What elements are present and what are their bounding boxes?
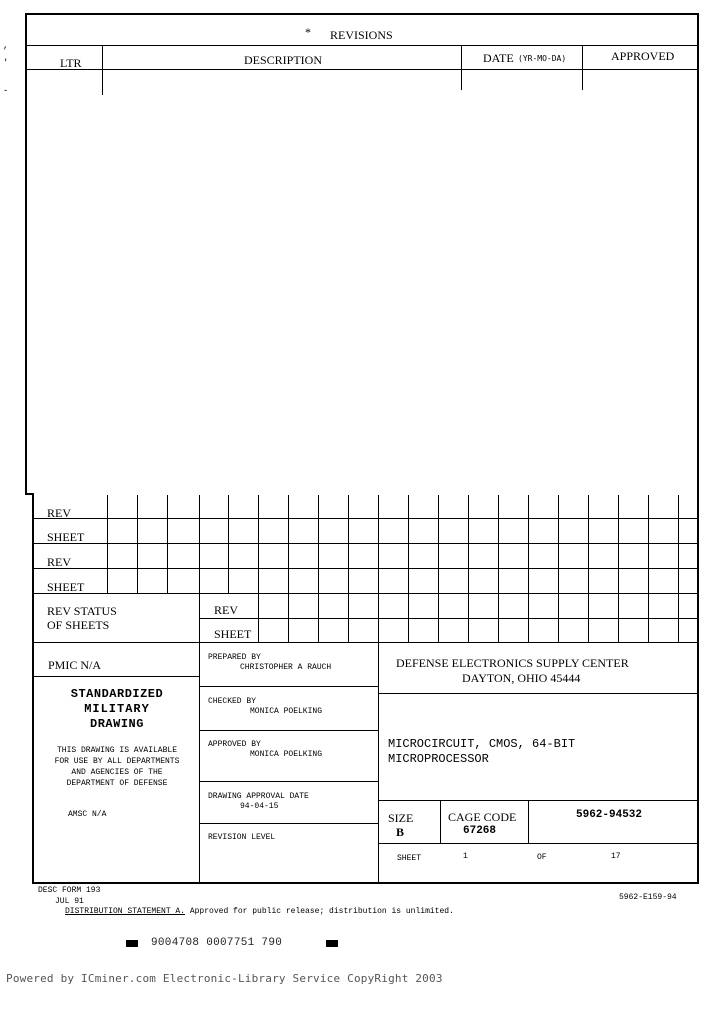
frame-left xyxy=(25,13,27,495)
barcode-text: 9004708 0007751 790 xyxy=(151,937,283,949)
grid-v xyxy=(228,495,229,594)
grid-v xyxy=(199,495,200,643)
prepared-name: CHRISTOPHER A RAUCH xyxy=(240,663,332,672)
cage-value: 67268 xyxy=(463,825,497,837)
frame-bottom xyxy=(32,882,699,884)
revisions-marker: * xyxy=(305,25,311,39)
col-ltr: LTR xyxy=(60,56,82,70)
tb-right-rule xyxy=(378,843,699,844)
grid-h xyxy=(34,543,699,544)
approval-date-label: DRAWING APPROVAL DATE xyxy=(208,792,309,801)
approval-date: 94-04-15 xyxy=(240,802,279,811)
tb-right-rule xyxy=(378,800,699,801)
sheet-of-label: OF xyxy=(537,853,547,862)
frame-right xyxy=(697,13,699,883)
grid-v xyxy=(678,495,679,643)
agency-line1: DEFENSE ELECTRONICS SUPPLY CENTER xyxy=(396,656,629,670)
grid-v xyxy=(348,495,349,643)
grid-v xyxy=(528,495,529,643)
grid-v xyxy=(618,495,619,643)
grid-v xyxy=(588,495,589,643)
part-title-line2: MICROPROCESSOR xyxy=(388,752,489,766)
grid-v xyxy=(318,495,319,643)
col-approved: APPROVED xyxy=(611,49,675,63)
availability-line: DEPARTMENT OF DEFENSE xyxy=(66,779,168,788)
form-id: DESC FORM 193 xyxy=(38,886,101,895)
tb-div-mid xyxy=(378,642,379,883)
status-row-rev: REV xyxy=(214,603,238,617)
margin-mark: ' xyxy=(3,58,9,68)
barcode-bar-right xyxy=(326,940,338,947)
grid-v xyxy=(107,495,108,594)
sheet-label: SHEET xyxy=(397,854,422,863)
prepared-label: PREPARED BY xyxy=(208,653,261,662)
rev-status-label: REV STATUS xyxy=(47,604,117,618)
frame-step xyxy=(25,493,34,495)
rev-col-div3 xyxy=(582,45,583,90)
grid-v xyxy=(438,495,439,643)
smd-title-line: MILITARY xyxy=(84,702,150,716)
approved-label: APPROVED BY xyxy=(208,740,261,749)
grid-v xyxy=(378,495,379,643)
rev-status-label: OF SHEETS xyxy=(47,618,110,632)
distribution-label: DISTRIBUTION STATEMENT A. xyxy=(65,907,186,916)
rev-header-rule xyxy=(25,45,699,46)
margin-mark: , xyxy=(3,41,9,51)
checked-name: MONICA POELKING xyxy=(250,707,323,716)
sheet-value: 1 xyxy=(463,852,468,861)
grid-row-rev: REV xyxy=(47,506,71,520)
grid-h xyxy=(199,618,699,619)
col-date: DATE xyxy=(483,51,514,65)
rev-col-div2 xyxy=(461,45,462,90)
tb-pmic-rule xyxy=(34,676,200,677)
margin-mark: - xyxy=(3,86,9,96)
cage-label: CAGE CODE xyxy=(448,810,517,824)
tb-right-rule xyxy=(378,693,699,694)
size-value: B xyxy=(396,825,405,839)
tb-mid-rule xyxy=(199,823,379,824)
availability-note xyxy=(34,745,200,789)
tb-mid-rule xyxy=(199,730,379,731)
grid-h xyxy=(34,518,699,519)
agency-line2: DAYTON, OHIO 45444 xyxy=(462,671,581,685)
sheet-total: 17 xyxy=(611,852,621,861)
grid-v xyxy=(258,495,259,643)
grid-row-sheet: SHEET xyxy=(47,580,85,594)
grid-v xyxy=(137,495,138,594)
smd-title-line: DRAWING xyxy=(90,717,144,731)
grid-h xyxy=(34,642,699,643)
col-date-format: (YR-MO-DA) xyxy=(518,54,567,63)
tb-mid-rule xyxy=(199,686,379,687)
revision-level-label: REVISION LEVEL xyxy=(208,833,276,842)
grid-v xyxy=(558,495,559,643)
approved-name: MONICA POELKING xyxy=(250,750,323,759)
form-date: JUL 91 xyxy=(55,897,84,906)
smd-title-line: STANDARDIZED xyxy=(70,687,164,701)
grid-row-rev: REV xyxy=(47,555,71,569)
col-description: DESCRIPTION xyxy=(244,53,323,67)
tb-size-div xyxy=(440,800,441,843)
status-row-sheet: SHEET xyxy=(214,627,252,641)
powered-by-footer: Powered by ICminer.com Electronic-Library Service CopyRight 2003 xyxy=(6,972,443,985)
rev-col-div1 xyxy=(102,45,103,95)
smd-title xyxy=(34,688,200,731)
grid-v xyxy=(468,495,469,643)
grid-h xyxy=(34,568,699,569)
revisions-title: REVISIONS xyxy=(330,28,393,42)
grid-row-sheet: SHEET xyxy=(47,530,85,544)
rev-colhead-rule xyxy=(25,69,699,70)
availability-line: AND AGENCIES OF THE xyxy=(71,768,163,777)
distribution-text: Approved for public release; distribution is unlimited. xyxy=(185,907,454,916)
availability-line: THIS DRAWING IS AVAILABLE xyxy=(56,746,178,755)
part-title-line1: MICROCIRCUIT, CMOS, 64-BIT xyxy=(388,737,576,751)
grid-v xyxy=(167,495,168,594)
distribution-statement xyxy=(65,907,454,917)
grid-v xyxy=(288,495,289,643)
drawing-number: 5962-94532 xyxy=(576,809,643,821)
doc-reference: 5962-E159-94 xyxy=(619,893,677,902)
pmic: PMIC N/A xyxy=(48,658,102,672)
grid-v xyxy=(648,495,649,643)
tb-cage-div xyxy=(528,800,529,843)
amsc: AMSC N/A xyxy=(68,810,107,819)
size-label: SIZE xyxy=(388,811,414,825)
grid-v xyxy=(498,495,499,643)
availability-line: FOR USE BY ALL DEPARTMENTS xyxy=(54,757,180,766)
tb-mid-rule xyxy=(199,781,379,782)
checked-label: CHECKED BY xyxy=(208,697,257,706)
barcode-bar-left xyxy=(126,940,138,947)
grid-h xyxy=(34,593,699,594)
frame-top xyxy=(25,13,699,15)
grid-v xyxy=(408,495,409,643)
